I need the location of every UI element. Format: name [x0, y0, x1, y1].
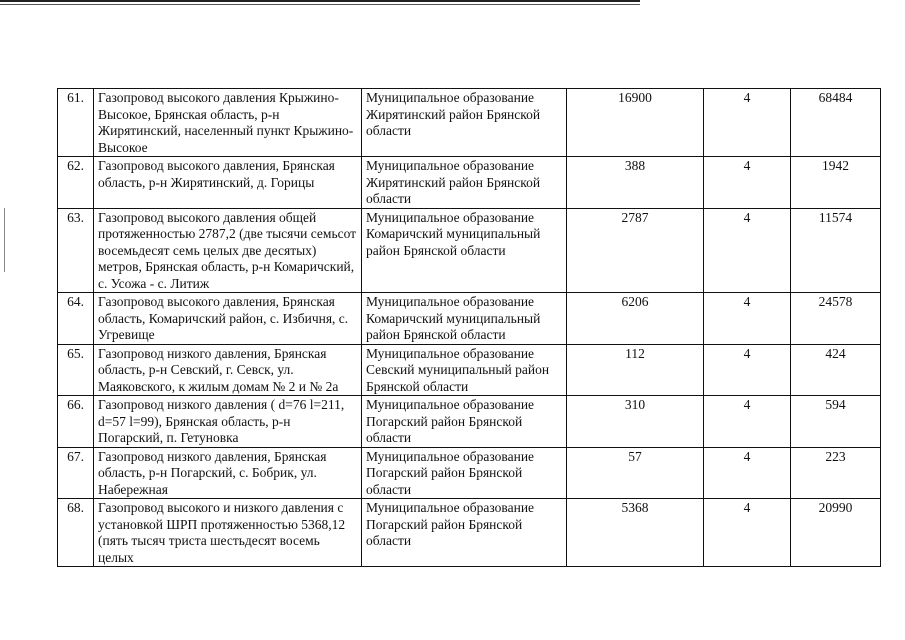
row-number: 66.: [58, 396, 94, 448]
row-number: 63.: [58, 208, 94, 293]
owner-name: Муниципальное образование Комаричский муниципальный район Брянской области: [362, 208, 567, 293]
object-name: Газопровод низкого давления, Брянская область, р-н Погарский, с. Бобрик, ул. Набережная: [94, 447, 362, 499]
owner-name: Муниципальное образование Жирятинский район Брянской области: [362, 89, 567, 157]
object-name: Газопровод низкого давления, Брянская область, р-н Севский, г. Севск, ул. Маяковского, к жилым домам № 2 и № 2а: [94, 344, 362, 396]
object-name-cell: [94, 499, 362, 567]
cost-value: 594: [791, 396, 881, 448]
cost-value: 24578: [791, 293, 881, 345]
row-number: 68.: [58, 499, 94, 567]
object-name: Газопровод высокого давления общей протяженностью 2787,2 (две тысячи семьсот восемьдесят семь целых две десятых) метров, Брянская область, р-н Комаричский, с. Усожа - с. Литиж: [94, 208, 362, 293]
cost-value: 1942: [791, 157, 881, 209]
owner-name: Муниципальное образование Погарский район Брянской области: [362, 396, 567, 448]
scan-left-edge-mark: [4, 208, 5, 272]
object-name: Газопровод низкого давления ( d=76 l=211, d=57 l=99), Брянская область, р-н Погарский, п. Гетуновка: [94, 396, 362, 448]
length-value: 2787: [567, 208, 704, 293]
table-row: [58, 293, 881, 345]
category-value: 4: [704, 499, 791, 567]
table-row: [58, 89, 881, 157]
table-row: [58, 157, 881, 209]
owner-name: Муниципальное образование Жирятинский район Брянской области: [362, 157, 567, 209]
length-value: 57: [567, 447, 704, 499]
category-value: 4: [704, 447, 791, 499]
length-value: 112: [567, 344, 704, 396]
cost-value: 20990: [791, 499, 881, 567]
row-number: 64.: [58, 293, 94, 345]
row-number: 62.: [58, 157, 94, 209]
table-row: [58, 344, 881, 396]
scan-top-border-line-thin: [0, 4, 640, 5]
length-value: 5368: [567, 499, 704, 567]
owner-name: Муниципальное образование Комаричский муниципальный район Брянской области: [362, 293, 567, 345]
row-number: 61.: [58, 89, 94, 157]
cost-value: 11574: [791, 208, 881, 293]
category-value: 4: [704, 157, 791, 209]
category-value: 4: [704, 293, 791, 345]
table-row: [58, 447, 881, 499]
category-value: 4: [704, 89, 791, 157]
category-value: 4: [704, 396, 791, 448]
table-row: [58, 499, 881, 567]
cost-value: 68484: [791, 89, 881, 157]
object-name: Газопровод высокого и низкого давления с установкой ШРП протяженностью 5368,12 (пять тысяч триста шестьдесят восемь целых: [98, 500, 346, 565]
object-name: Газопровод высокого давления Крыжино-Высокое, Брянская область, р-н Жирятинский, населенный пункт Крыжино-Высокое: [94, 89, 362, 157]
category-value: 4: [704, 344, 791, 396]
object-name: Газопровод высокого давления, Брянская область, р-н Жирятинский, д. Горицы: [94, 157, 362, 209]
owner-name: Муниципальное образование Погарский район Брянской области: [362, 447, 567, 499]
cost-value: 424: [791, 344, 881, 396]
row-number: 65.: [58, 344, 94, 396]
scan-top-border-line: [0, 0, 640, 2]
registry-table: [57, 88, 881, 567]
owner-name: Муниципальное образование Севский муниципальный район Брянской области: [362, 344, 567, 396]
cost-value: 223: [791, 447, 881, 499]
table-row: [58, 396, 881, 448]
object-name: Газопровод высокого давления, Брянская область, Комаричский район, с. Избичня, с. Угревище: [94, 293, 362, 345]
length-value: 310: [567, 396, 704, 448]
row-number: 67.: [58, 447, 94, 499]
category-value: 4: [704, 208, 791, 293]
owner-name: Муниципальное образование Погарский район Брянской области: [362, 499, 567, 567]
length-value: 6206: [567, 293, 704, 345]
length-value: 388: [567, 157, 704, 209]
length-value: 16900: [567, 89, 704, 157]
table-row: [58, 208, 881, 293]
